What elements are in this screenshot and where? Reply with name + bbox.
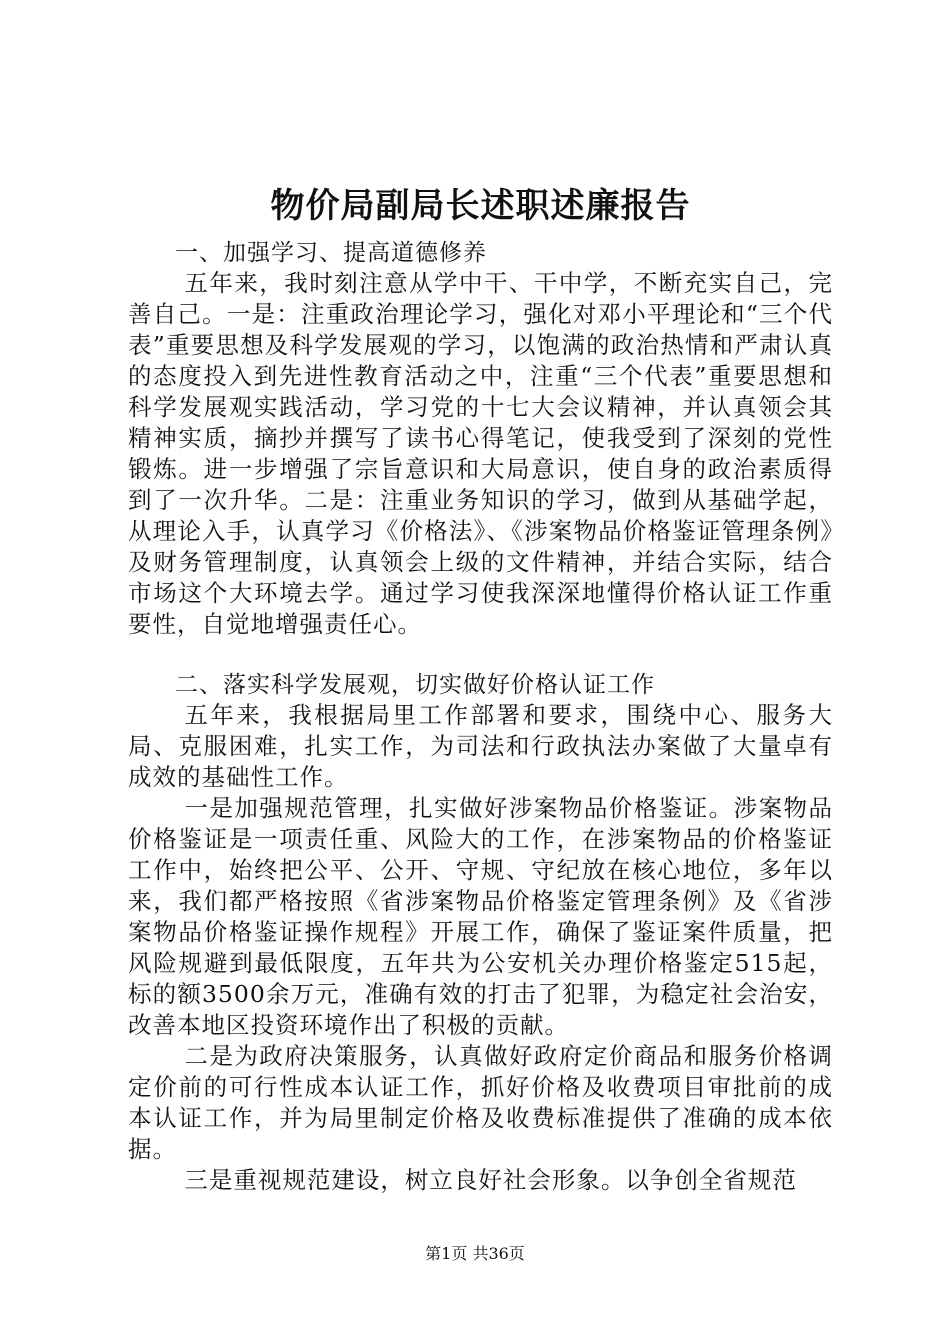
paragraph: 五年来，我时刻注意从学中干、干中学，不断充实自己，完善自己。一是：注重政治理论学习，强化对邓小平理论和“三个代表”重要思想及科学发展观的学习，以饱满的政治热情和严肃认真的态度投入到先进性教育活动之中，注重“三个代表”重要思想和科学发展观实践活动，学习党的十七大会议精神，并认真领会其精神实质，摘抄并撰写了读书心得笔记，使我受到了深刻的党性锻炼。进一步增强了宗旨意识和大局意识，使自身的政治素质得到了一次升华。二是：注重业务知识的学习，做到从基础学起，从理论入手，认真学习《价格法》、《涉案物品价格鉴证管理条例》及财务管理制度，认真领会上级的文件精神，并结合实际，结合市场这个大环境去学。通过学习使我深深地懂得价格认证工作重要性，自觉地增强责任心。 xyxy=(128,269,833,638)
section-2 xyxy=(128,670,833,1196)
document-title: 物价局副局长述职述廉报告 xyxy=(270,186,691,226)
section-1 xyxy=(128,238,833,640)
page-footer: 第1页 共36页 xyxy=(425,1244,525,1263)
paragraph: 三是重视规范建设，树立良好社会形象。以争创全省规范 xyxy=(184,1166,797,1194)
section-heading: 一、加强学习、提高道德修养 xyxy=(175,240,487,266)
paragraph: 二是为政府决策服务，认真做好政府定价商品和服务价格调定价前的可行性成本认证工作，抓好价格及收费项目审批前的成本认证工作，并为局里制定价格及收费标准提供了准确的成本依据。 xyxy=(128,1042,833,1163)
document-page xyxy=(128,180,833,1196)
paragraph: 五年来，我根据局里工作部署和要求，围绕中心、服务大局、克服困难，扎实工作，为司法和行政执法办案做了大量卓有成效的基础性工作。 xyxy=(128,701,833,791)
section-heading: 二、落实科学发展观，切实做好价格认证工作 xyxy=(175,672,655,698)
paragraph: 一是加强规范管理，扎实做好涉案物品价格鉴证。涉案物品价格鉴证是一项责任重、风险大的工作，在涉案物品的价格鉴证工作中，始终把公平、公开、守规、守纪放在核心地位，多年以来，我们都严格按照《省涉案物品价格鉴定管理条例》及《省涉案物品价格鉴证操作规程》开展工作，确保了鉴证案件质量，把风险规避到最低限度，五年共为公安机关办理价格鉴定515起，标的额3500余万元，准确有效的打击了犯罪，为稳定社会治安，改善本地区投资环境作出了积极的贡献。 xyxy=(128,794,833,1039)
